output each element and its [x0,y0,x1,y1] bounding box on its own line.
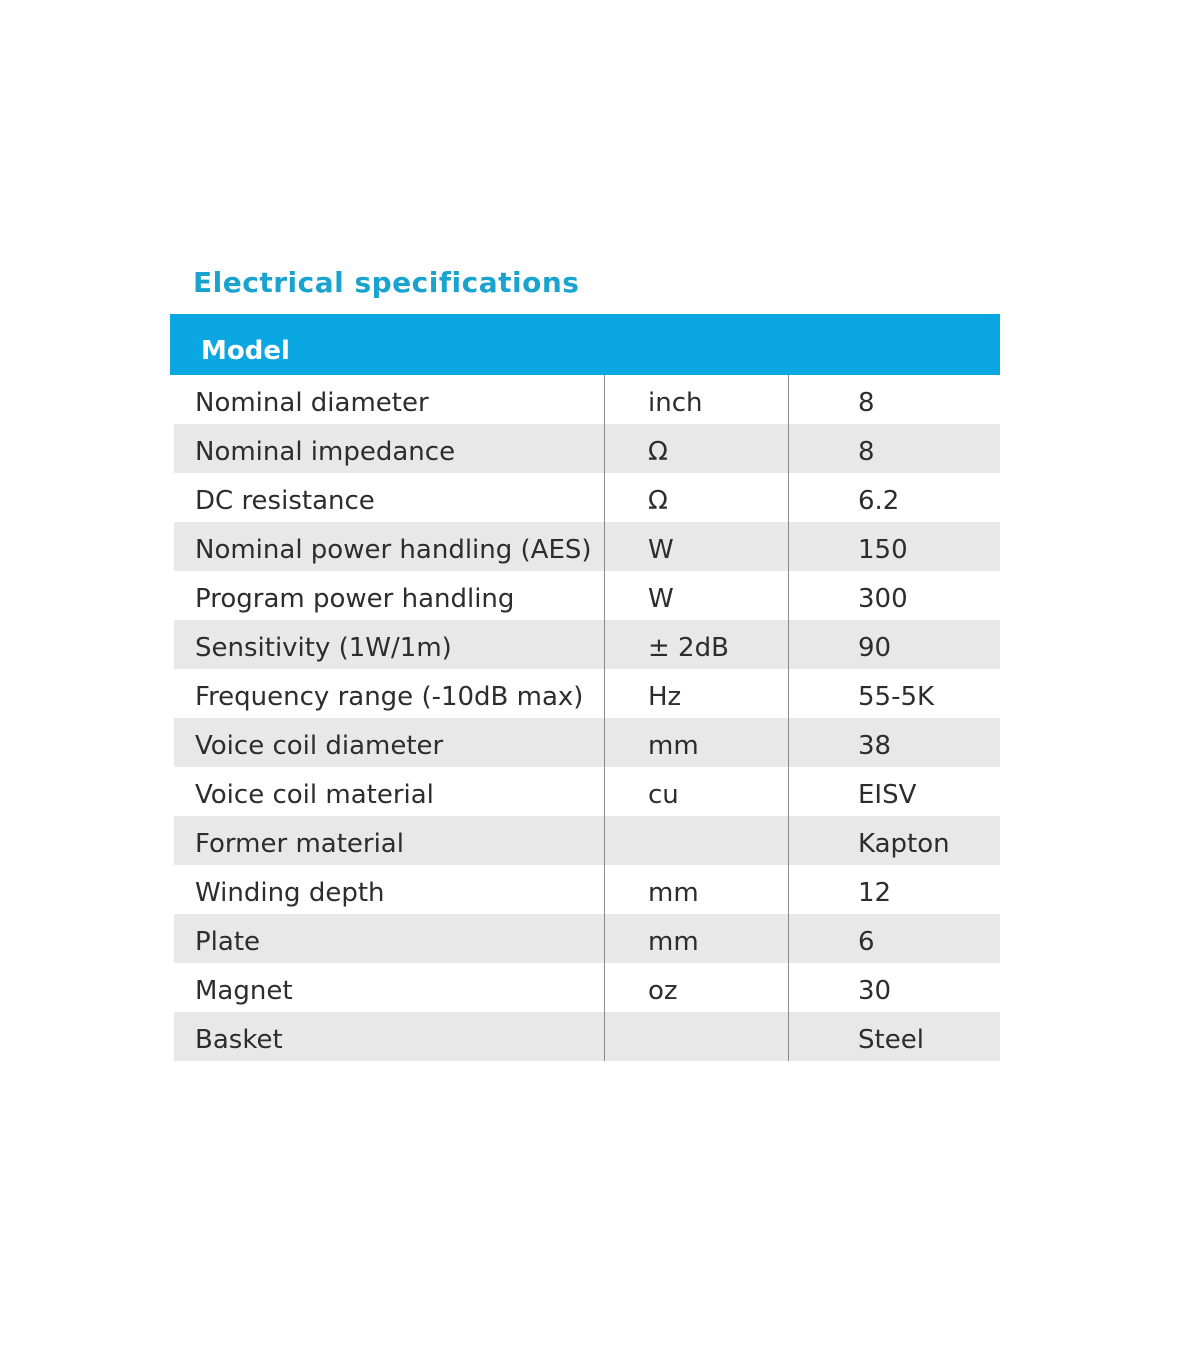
param-cell: Magnet [174,963,605,1012]
table-row [174,669,1000,718]
param-cell: Program power handling [174,571,605,620]
value-cell: 6 [858,926,875,957]
param-cell: Plate [174,914,605,963]
param-cell: Former material [174,816,605,865]
param-cell: Basket [174,1012,605,1061]
model-label: Model [201,336,290,366]
value-cell: 8 [858,387,875,418]
value-cell: 6.2 [858,485,900,516]
param-cell: Winding depth [174,865,605,914]
table-row [174,718,1000,767]
unit-cell [605,816,789,865]
unit-cell: Ω [605,424,789,473]
table-row [174,914,1000,963]
param-cell: Nominal diameter [174,375,605,424]
model-header-bar [170,314,1000,375]
unit-cell [605,1012,789,1061]
table-row [174,963,1000,1012]
param-cell: Sensitivity (1W/1m) [174,620,605,669]
table-row [174,375,1000,424]
value-cell: 300 [858,583,908,614]
unit-cell: inch [605,375,789,424]
unit-cell: mm [605,865,789,914]
spec-table [174,375,1000,1061]
param-cell: Voice coil diameter [174,718,605,767]
value-cell: 55-5K [858,681,935,712]
unit-cell: mm [605,718,789,767]
table-row [174,473,1000,522]
table-row [174,620,1000,669]
value-cell: 38 [858,730,892,761]
table-row [174,767,1000,816]
unit-cell: Ω [605,473,789,522]
value-cell: EISV [858,779,917,810]
unit-cell: cu [605,767,789,816]
unit-cell: Hz [605,669,789,718]
value-cell: 90 [858,632,892,663]
value-cell: 8 [858,436,875,467]
value-cell: 12 [858,877,892,908]
unit-cell: mm [605,914,789,963]
table-row [174,1012,1000,1061]
value-cell: Kapton [858,828,950,859]
param-cell: Nominal impedance [174,424,605,473]
unit-cell: W [605,522,789,571]
value-cell: Steel [858,1024,924,1055]
table-row [174,571,1000,620]
table-row [174,865,1000,914]
table-row [174,522,1000,571]
param-cell: Voice coil material [174,767,605,816]
unit-cell: oz [605,963,789,1012]
param-cell: Frequency range (-10dB max) [174,669,605,718]
param-cell: DC resistance [174,473,605,522]
table-row [174,424,1000,473]
table-row [174,816,1000,865]
unit-cell: W [605,571,789,620]
param-cell: Nominal power handling (AES) [174,522,605,571]
unit-cell: ± 2dB [605,620,789,669]
value-cell: 150 [858,534,908,565]
value-cell: 30 [858,975,892,1006]
section-title: Electrical specifications [193,266,580,299]
